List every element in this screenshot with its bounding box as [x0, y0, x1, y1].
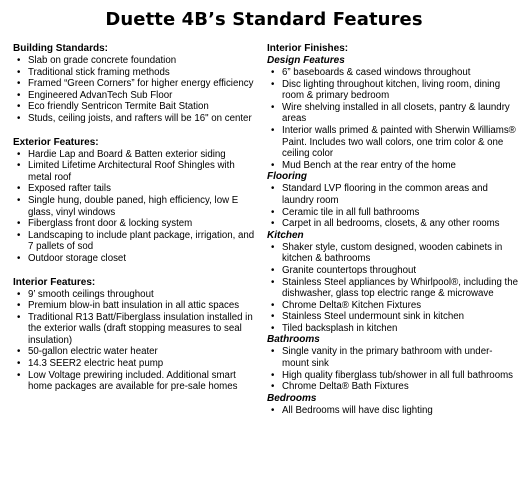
right-column	[267, 43, 519, 416]
list-item: • Traditional R13 Batt/Fiberglass insulation installed in the exterior walls (draft stopping measures to seal insulation)	[13, 312, 261, 347]
interior-features-list	[13, 289, 261, 393]
list-item: • Framed “Green Corners” for higher energy efficiency	[13, 78, 261, 90]
list-item: • Exposed rafter tails	[13, 183, 261, 195]
list-item: • Tiled backsplash in kitchen	[267, 323, 519, 335]
list-item: • Disc lighting throughout kitchen, living room, dining room & primary bedroom	[267, 79, 519, 102]
list-item: • Single vanity in the primary bathroom with under-mount sink	[267, 346, 519, 369]
list-item: • 14.3 SEER2 electric heat pump	[13, 358, 261, 370]
list-item: • Standard LVP flooring in the common areas and laundry room	[267, 183, 519, 206]
list-item: • Stainless Steel appliances by Whirlpool®, including the dishwasher, glass top electric range & microwave	[267, 277, 519, 300]
list-item: • 50-gallon electric water heater	[13, 346, 261, 358]
list-item: • Studs, ceiling joists, and rafters will be 16" on center	[13, 113, 261, 125]
list-item: • Ceramic tile in all full bathrooms	[267, 207, 519, 219]
list-item: • Wire shelving installed in all closets, pantry & laundry areas	[267, 102, 519, 125]
list-item: • Landscaping to include plant package, irrigation, and 7 pallets of sod	[13, 230, 261, 253]
bathrooms-list	[267, 346, 519, 392]
design-features-heading: Design Features	[267, 55, 345, 66]
interior-features-heading: Interior Features:	[13, 276, 96, 288]
bathrooms-heading: Bathrooms	[267, 334, 320, 346]
list-item: • Low Voltage prewiring included. Additional smart home packages are available for pre-sale homes	[13, 370, 261, 393]
flooring-list	[267, 183, 519, 229]
list-item: • Eco friendly Sentricon Termite Bait Station	[13, 101, 261, 113]
list-item: • Slab on grade concrete foundation	[13, 55, 261, 67]
list-item: • All Bedrooms will have disc lighting	[267, 405, 519, 417]
list-item: • Chrome Delta® Bath Fixtures	[267, 381, 519, 393]
kitchen-heading: Kitchen	[267, 229, 304, 241]
list-item: • Single hung, double paned, high efficiency, low E glass, vinyl windows	[13, 195, 261, 218]
interior-finishes-heading: Interior Finishes:	[267, 43, 349, 54]
list-item: • High quality fiberglass tub/shower in all full bathrooms	[267, 370, 519, 382]
list-item: • Fiberglass front door & locking system	[13, 218, 261, 230]
list-item: • Mud Bench at the rear entry of the home	[267, 160, 519, 172]
list-item: • Outdoor storage closet	[13, 253, 261, 265]
list-item: • Chrome Delta® Kitchen Fixtures	[267, 300, 519, 312]
kitchen-list	[267, 242, 519, 335]
list-item: • Limited Lifetime Architectural Roof Shingles with metal roof	[13, 160, 261, 183]
list-item: • Interior walls primed & painted with Sherwin Williams® Paint. Includes two wall colors, one trim color & one ceiling color	[267, 125, 519, 160]
list-item: • Stainless Steel undermount sink in kitchen	[267, 311, 519, 323]
design-features-list	[267, 67, 519, 171]
bedrooms-heading: Bedrooms	[267, 392, 317, 404]
exterior-features-heading: Exterior Features:	[13, 136, 99, 148]
building-standards-heading: Building Standards:	[13, 43, 108, 54]
list-item: • Granite countertops throughout	[267, 265, 519, 277]
list-item: • Traditional stick framing methods	[13, 67, 261, 79]
list-item: • 6” baseboards & cased windows throughout	[267, 67, 519, 79]
bedrooms-list	[267, 405, 519, 417]
page-title: Duette 4B’s Standard Features	[105, 9, 423, 30]
list-item: • Premium blow-in batt insulation in all attic spaces	[13, 300, 261, 312]
list-item: • Engineered AdvanTech Sub Floor	[13, 90, 261, 102]
list-item: • Shaker style, custom designed, wooden cabinets in kitchen & bathrooms	[267, 242, 519, 265]
building-standards-list	[13, 55, 261, 125]
list-item: • Hardie Lap and Board & Batten exterior siding	[13, 149, 261, 161]
left-column	[13, 43, 261, 393]
list-item: • 9’ smooth ceilings throughout	[13, 289, 261, 301]
flooring-heading: Flooring	[267, 171, 307, 183]
exterior-features-list	[13, 149, 261, 265]
list-item: • Carpet in all bedrooms, closets, & any other rooms	[267, 218, 519, 230]
